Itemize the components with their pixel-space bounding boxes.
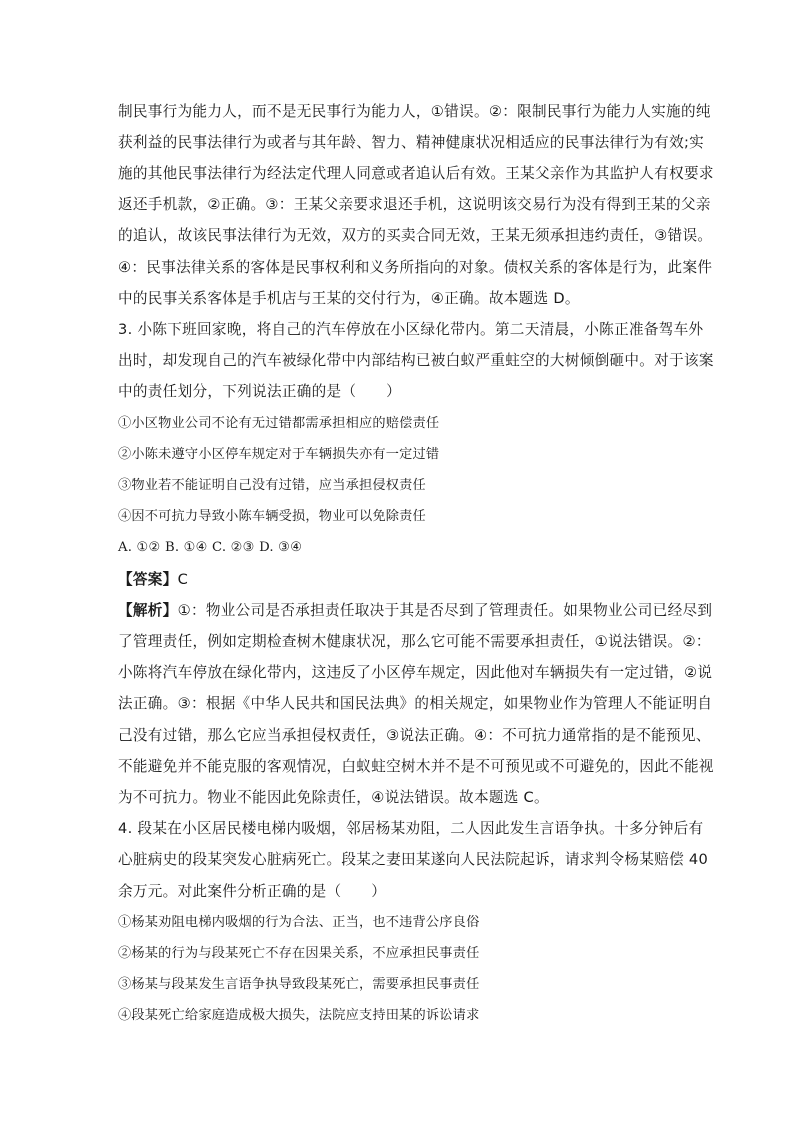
- question-3-analysis: [118, 601, 712, 621]
- analysis-line: 获利益的民事法律行为或者与其年龄、智力、精神健康状况相适应的民事法律行为有效;实: [118, 134, 705, 151]
- question-3-stem: 出时，却发现自己的汽车被绿化带中内部结构已被白蚁严重蛀空的大树倾倒砸中。对于该案: [118, 352, 714, 369]
- question-3-option: ①小区物业公司不论有无过错都需承担相应的赔偿责任: [118, 416, 440, 431]
- analysis-label: 【解析】: [118, 602, 178, 619]
- analysis-line: 的追认，故该民事法律行为无效，双方的买卖合同无效，王某无须承担违约责任，③错误。: [118, 227, 713, 244]
- analysis-line: 制民事行为能力人，而不是无民事行为能力人，①错误。②：限制民事行为能力人实施的纯: [118, 103, 711, 120]
- question-4-stem: 4. 段某在小区居民楼电梯内吸烟，邻居杨某劝阻，二人因此发生言语争执。十多分钟后有: [118, 820, 704, 837]
- analysis-line: 中的民事关系客体是手机店与王某的交付行为，④正确。故本题选 D。: [118, 290, 580, 307]
- question-4-stem: 心脏病史的段某突发心脏病死亡。段某之妻田某遂向人民法院起诉，请求判令杨某赔偿 40: [118, 851, 709, 868]
- question-3-analysis: 为不可抗力。物业不能因此免除责任，④说法错误。故本题选 C。: [118, 789, 549, 806]
- analysis-line: 返还手机款，②正确。③：王某父亲要求退还手机，这说明该交易行为没有得到王某的父亲: [118, 196, 711, 213]
- question-3-analysis: 己没有过错，那么它应当承担侵权责任，③说法正确。④：不可抗力通常指的是不能预见、: [118, 727, 711, 744]
- question-3-analysis: 了管理责任，例如定期检查树木健康状况，那么它可能不需要承担责任，①说法错误。②：: [118, 633, 711, 650]
- question-3-stem: 中的责任划分，下列说法正确的是（ ）: [118, 383, 401, 400]
- question-3-option: ②小陈未遵守小区停车规定对于车辆损失亦有一定过错: [118, 447, 440, 462]
- question-4-option: ③杨某与段某发生言语争执导致段某死亡，需要承担民事责任: [118, 977, 480, 992]
- analysis-line: 施的其他民事法律行为经法定代理人同意或者追认后有效。王某父亲作为其监护人有权要求: [118, 165, 714, 182]
- question-4-option: ②杨某的行为与段某死亡不存在因果关系，不应承担民事责任: [118, 946, 480, 961]
- question-3-answer: [118, 570, 188, 590]
- question-3-analysis: 法正确。③：根据《中华人民共和国民法典》的相关规定，如果物业作为管理人不能证明自: [118, 695, 713, 712]
- question-3-analysis: 小陈将汽车停放在绿化带内，这违反了小区停车规定，因此他对车辆损失有一定过错，②说: [118, 664, 713, 681]
- answer-value: C: [177, 571, 189, 588]
- question-3-option: ③物业若不能证明自己没有过错，应当承担侵权责任: [118, 478, 426, 493]
- analysis-line: ④：民事法律关系的客体是民事权利和义务所指向的对象。债权关系的客体是行为，此案件: [118, 259, 713, 276]
- question-3-choices: A. ①② B. ①④ C. ②③ D. ③④: [118, 540, 303, 555]
- question-4-stem: 余万元。对此案件分析正确的是（ ）: [118, 883, 387, 900]
- analysis-text: ①：物业公司是否承担责任取决于其是否尽到了管理责任。如果物业公司已经尽到: [177, 602, 713, 619]
- answer-label: 【答案】: [118, 571, 178, 588]
- question-3-stem: 3. 小陈下班回家晚，将自己的汽车停放在小区绿化带内。第二天清晨，小陈正准备驾车外: [118, 321, 704, 338]
- question-4-option: ④段某死亡给家庭造成极大损失，法院应支持田某的诉讼请求: [118, 1008, 480, 1023]
- question-4-option: ①杨某劝阻电梯内吸烟的行为合法、正当，也不违背公序良俗: [118, 915, 480, 930]
- question-3-option: ④因不可抗力导致小陈车辆受损，物业可以免除责任: [118, 509, 426, 524]
- question-3-analysis: 不能避免并不能克服的客观情况，白蚁蛀空树木并不是不可预见或不可避免的，因此不能视: [118, 758, 714, 775]
